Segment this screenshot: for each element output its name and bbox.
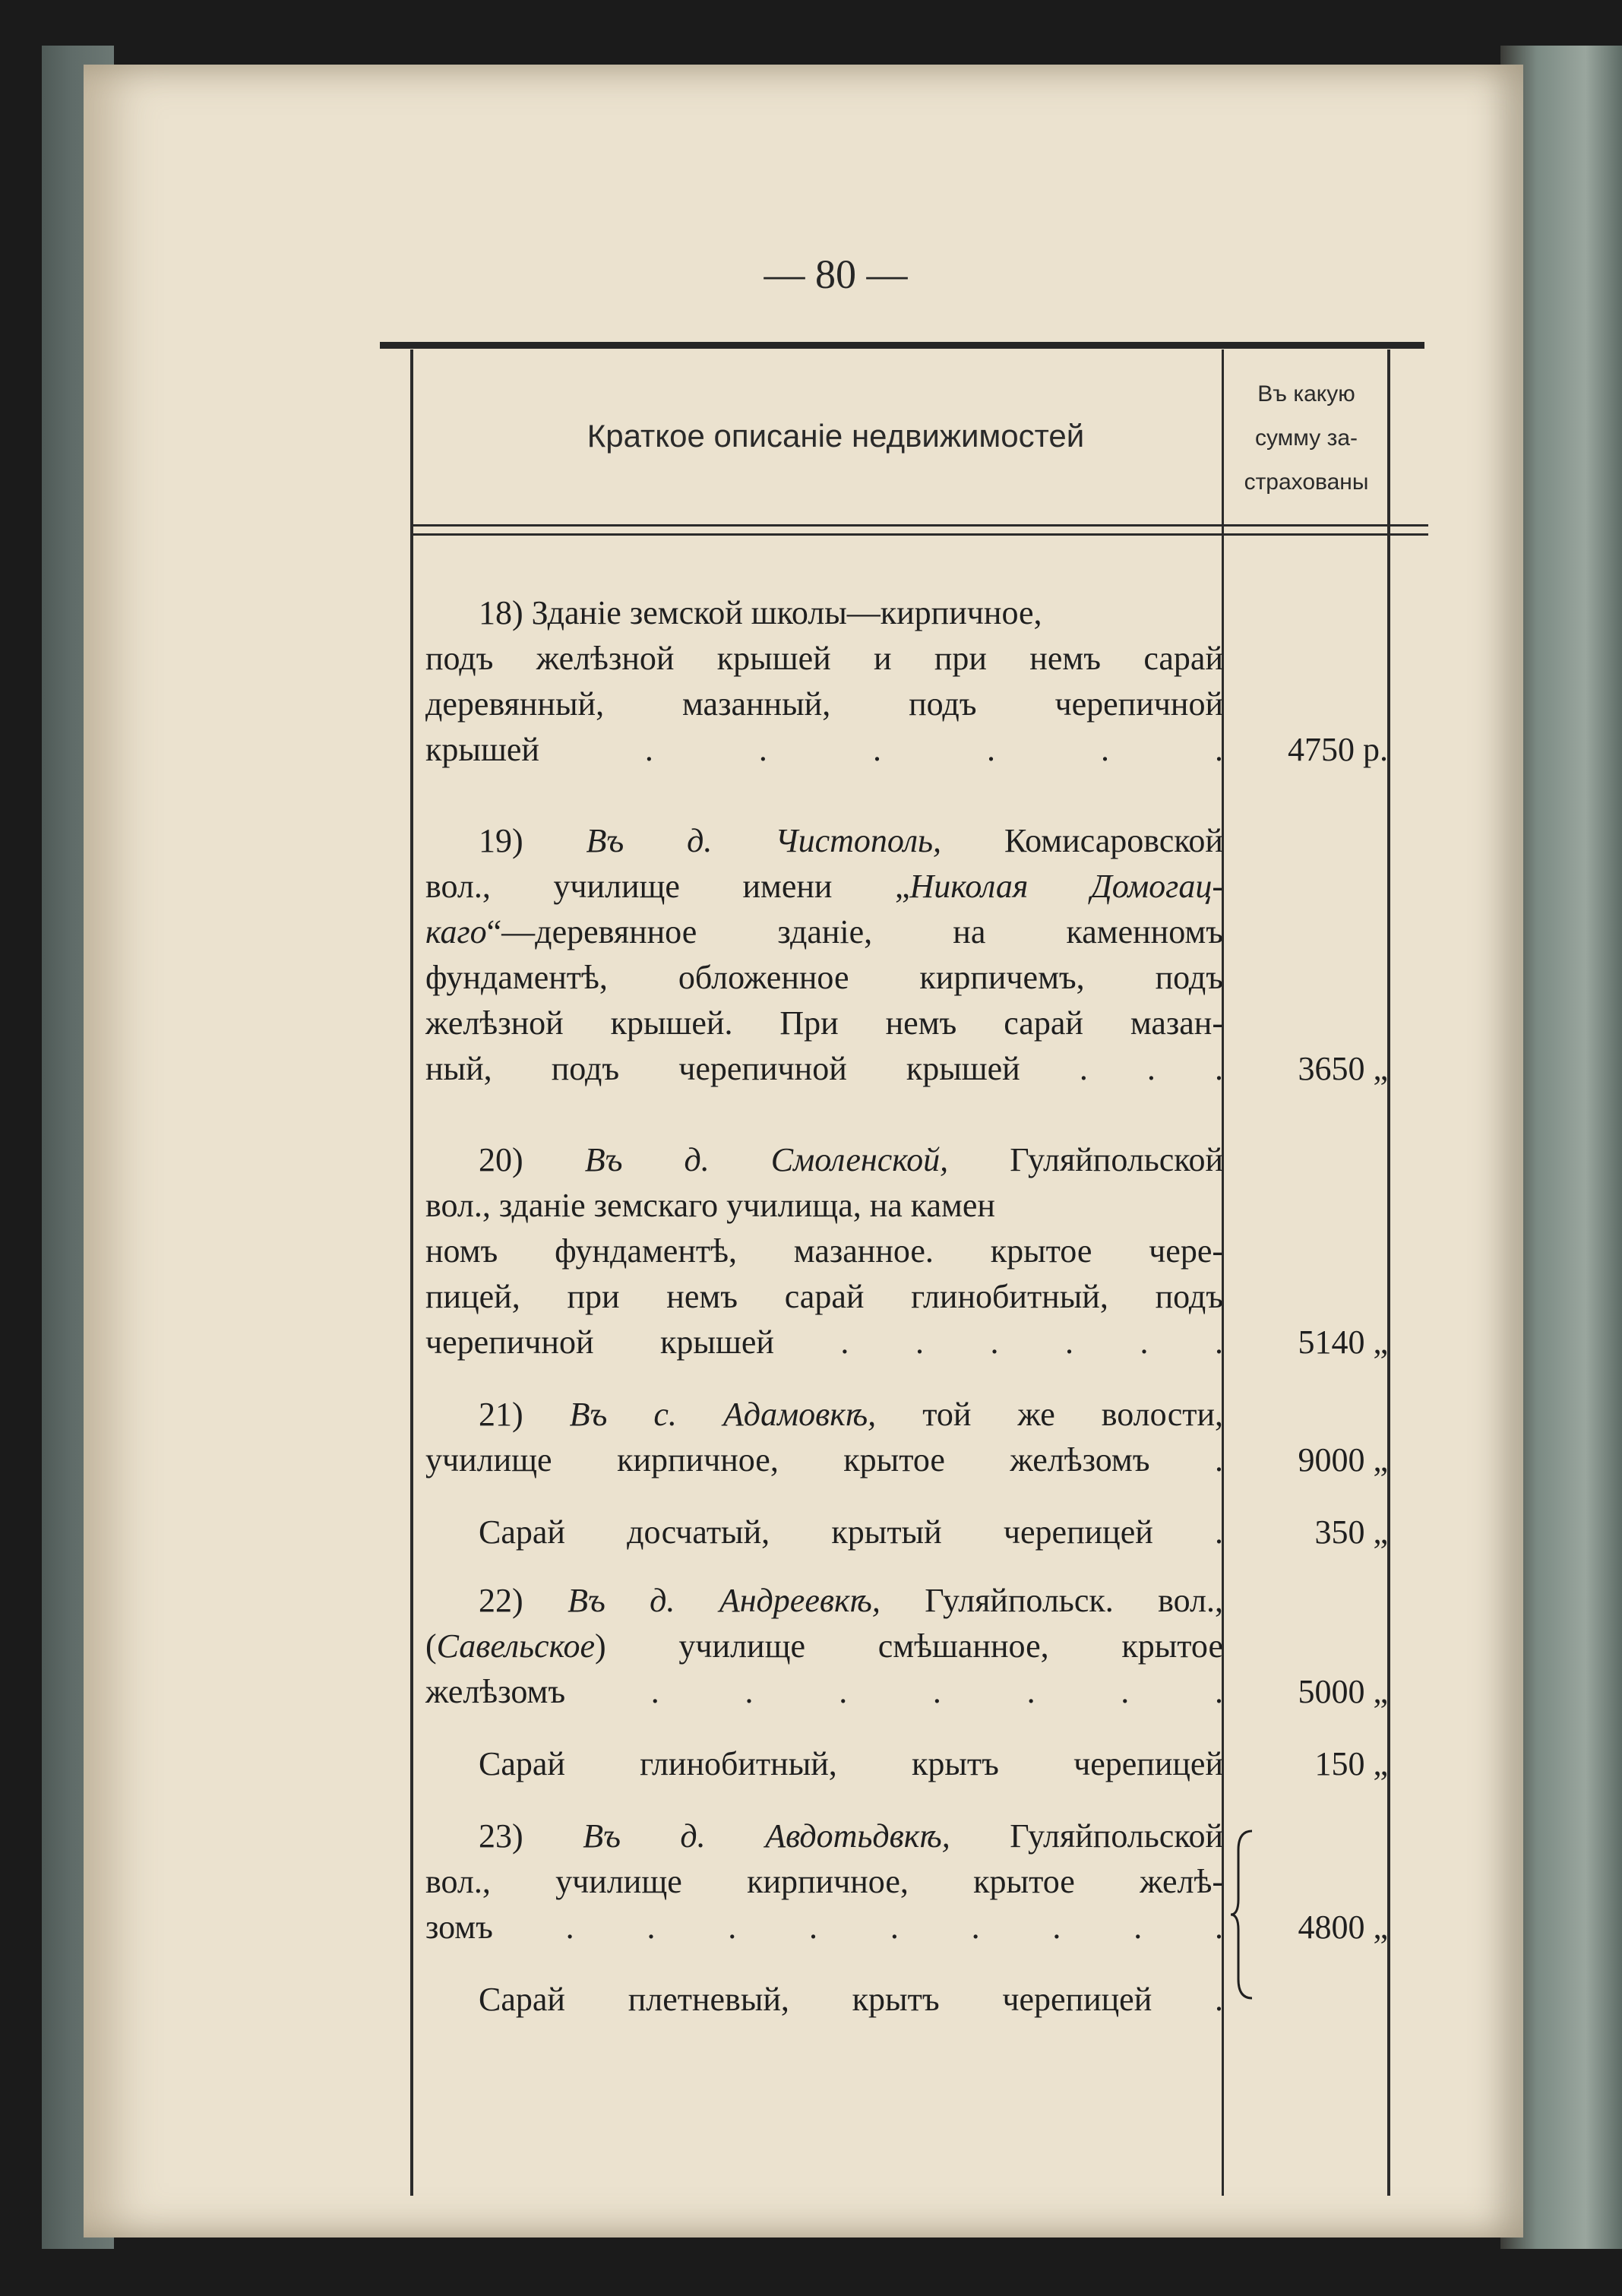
text-span: училище кирпичное, крытое желѣзомъ . <box>425 1441 1223 1478</box>
text-line <box>479 1513 1223 1551</box>
text-line <box>425 685 1223 723</box>
italic-place-name: Въ д. Андреевкѣ, <box>568 1582 881 1619</box>
text-span: Комисаровской <box>941 822 1223 859</box>
insured-amount: 4750 р. <box>1288 731 1388 768</box>
text-span: Гуляйпольск. вол., <box>880 1582 1224 1619</box>
insured-amount: 4800 „ <box>1298 1909 1388 1946</box>
italic-place-name: Савельское <box>436 1627 596 1665</box>
text-span: ( <box>425 1627 437 1665</box>
header-rule-2 <box>410 533 1428 536</box>
text-span: Гуляйпольской <box>948 1141 1223 1178</box>
text-span: той же волости, <box>876 1396 1224 1433</box>
text-line <box>425 1911 1223 1944</box>
top-rule <box>380 342 1424 349</box>
text-line <box>479 1983 1223 2016</box>
text-span: вол., училище имени „ <box>425 868 910 905</box>
text-span: номъ фундаментѣ, мазанное. крытое чере- <box>425 1232 1223 1270</box>
text-span: крышей . . . . . . <box>425 731 1223 768</box>
text-span: фундаментѣ, обложенное кирпичемъ, подъ <box>425 959 1223 996</box>
text-span: деревянный, мазанный, подъ черепичной <box>425 685 1223 723</box>
column-header-sum <box>1225 372 1388 504</box>
insured-amount: 9000 „ <box>1298 1441 1388 1478</box>
insured-amount: 5000 „ <box>1298 1673 1388 1710</box>
italic-place-name: Въ с. Адамовкѣ, <box>569 1396 877 1433</box>
text-line <box>425 1004 1223 1042</box>
text-span: пицей, при немъ сарай глинобитный, подъ <box>425 1278 1223 1315</box>
text-span: 22) <box>479 1582 568 1619</box>
text-line <box>425 1232 1223 1270</box>
text-line <box>479 596 1223 630</box>
text-line <box>425 961 1223 995</box>
header-sum-line: сумму за- <box>1254 425 1358 451</box>
text-line <box>425 642 1223 675</box>
text-span: Сарай глинобитный, крытъ черепицей <box>479 1745 1223 1782</box>
insured-amount: 150 „ <box>1314 1745 1388 1782</box>
text-line <box>479 824 1223 858</box>
insured-amount: 3650 „ <box>1298 1050 1388 1087</box>
text-line <box>425 1627 1223 1665</box>
text-line <box>479 1747 1223 1781</box>
bleed-through-text <box>1367 391 1474 1835</box>
text-line <box>425 1052 1223 1086</box>
text-line <box>425 1441 1223 1478</box>
italic-place-name: Николая Домогац- <box>909 868 1224 905</box>
page-number: — 80 — <box>764 251 908 297</box>
text-span: 19) <box>479 822 587 859</box>
text-line <box>479 1143 1223 1177</box>
text-span: 21) <box>479 1396 570 1433</box>
text-span: 20) <box>479 1141 585 1178</box>
text-span: 23) <box>479 1817 583 1855</box>
text-line <box>425 1280 1223 1314</box>
text-span: Гуляйпольской <box>950 1817 1224 1855</box>
italic-place-name: каго <box>425 913 487 950</box>
header-sum-line: Въ какую <box>1257 381 1355 406</box>
header-rule-1 <box>410 524 1428 527</box>
italic-place-name: Въ д. Смоленской, <box>584 1141 949 1178</box>
text-line <box>425 870 1223 903</box>
italic-place-name: Въ д. Авдотьдвкѣ, <box>583 1817 950 1855</box>
italic-place-name: Въ д. Чистополь, <box>586 822 942 859</box>
text-line <box>479 1584 1223 1618</box>
text-line <box>425 1675 1223 1709</box>
insured-amount: 350 „ <box>1314 1513 1388 1551</box>
text-span: Сарай досчатый, крытый черепицей . <box>479 1513 1223 1551</box>
header-sum-line: страхованы <box>1244 470 1369 495</box>
text-span: вол., зданіе земскаго училища, на камен <box>425 1187 995 1224</box>
text-span: вол., училище кирпичное, крытое желѣ- <box>425 1863 1223 1900</box>
text-span: желѣзной крышей. При немъ сарай мазан- <box>425 1004 1223 1042</box>
text-span: ный, подъ черепичной крышей . . . <box>425 1050 1223 1087</box>
curly-brace-icon <box>1229 1827 1260 2002</box>
text-span: ) училище смѣшанное, крытое <box>595 1627 1223 1665</box>
text-line <box>479 1398 1223 1431</box>
column-header-description: Краткое описаніе недвижимостей <box>587 418 1085 454</box>
text-span: “—деревянное зданіе, на каменномъ <box>486 913 1223 950</box>
text-span: Сарай плетневый, крытъ черепицей . <box>479 1981 1223 2018</box>
text-line <box>479 1817 1224 1855</box>
text-span: зомъ . . . . . . . . . <box>425 1909 1223 1946</box>
text-span: желѣзомъ . . . . . . . <box>425 1673 1223 1710</box>
text-line <box>425 733 1223 767</box>
insured-amount: 5140 „ <box>1298 1324 1388 1361</box>
text-line <box>425 1189 1223 1222</box>
text-line <box>425 913 1223 950</box>
text-span: 18) Зданіе земской школы—кирпичное, <box>479 594 1042 631</box>
text-span: подъ желѣзной крышей и при немъ сарай <box>425 640 1223 677</box>
text-line <box>425 1865 1223 1899</box>
text-span: черепичной крышей . . . . . . <box>425 1324 1223 1361</box>
table-left-border <box>410 349 413 2196</box>
text-line <box>425 1326 1223 1359</box>
